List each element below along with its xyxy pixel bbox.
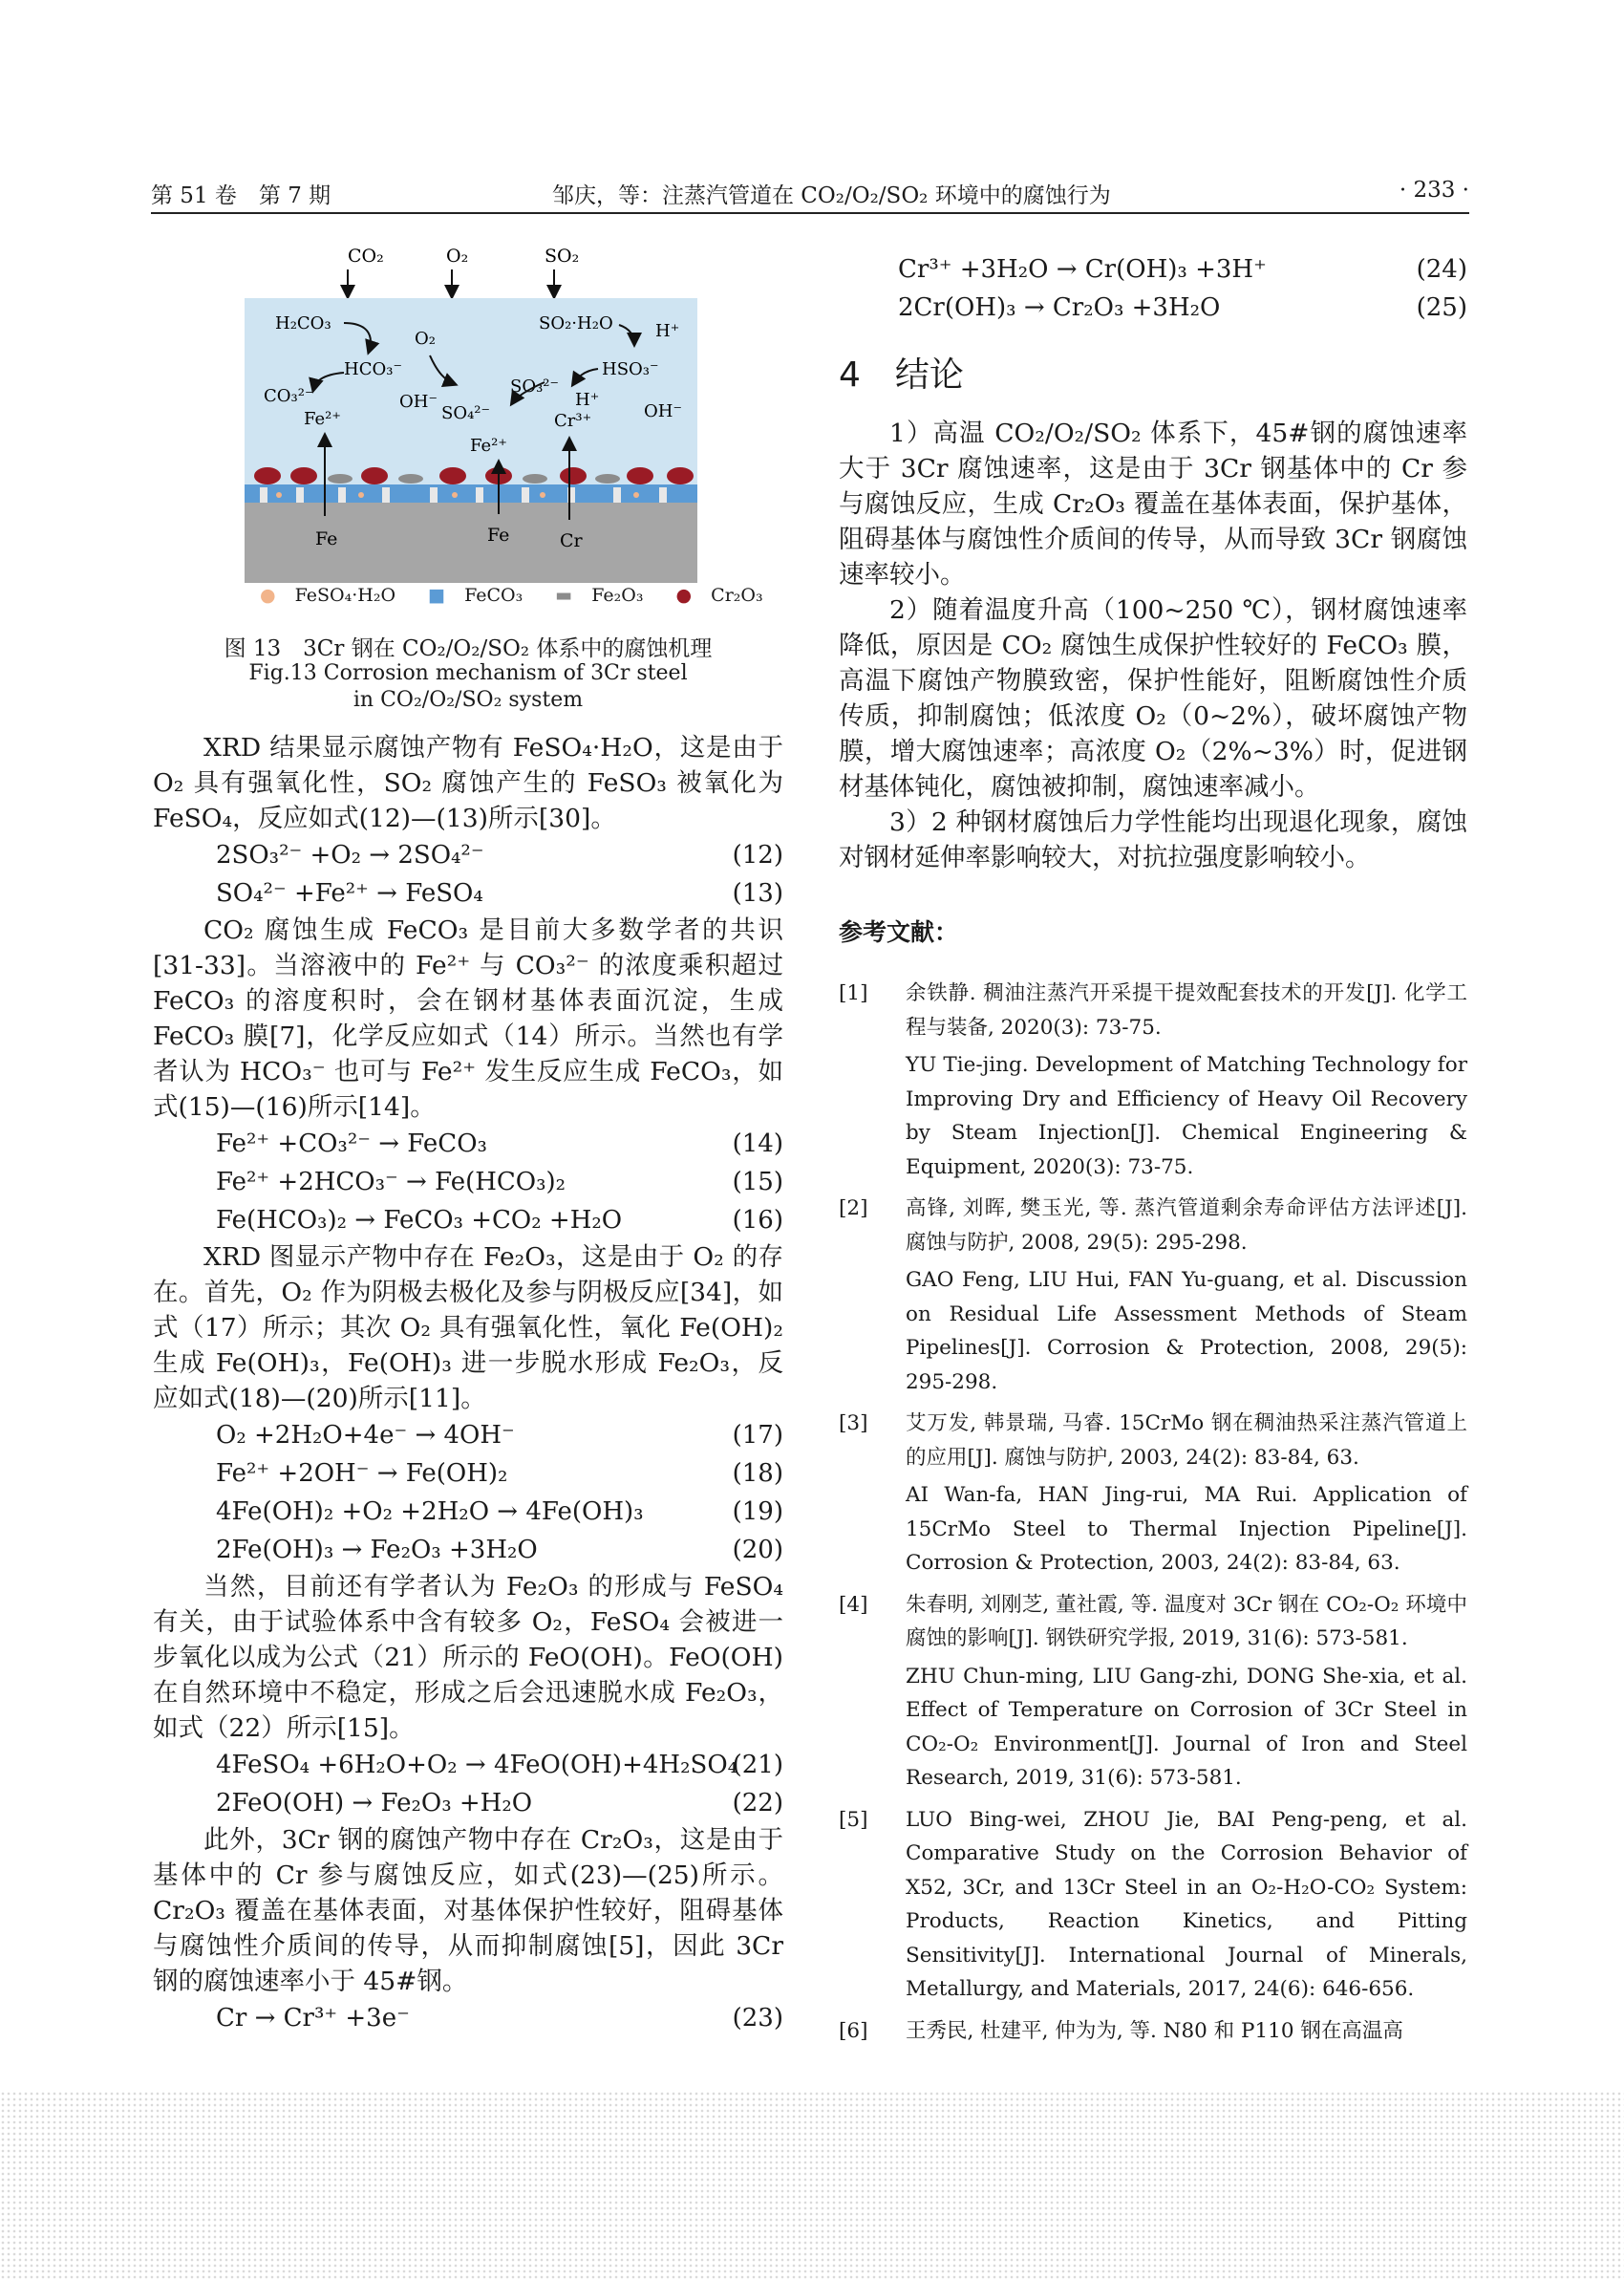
equation-20: 2Fe(OH)₃ → Fe₂O₃ +3H₂O (20) <box>216 1536 783 1564</box>
equation-15: Fe²⁺ +2HCO₃⁻ → Fe(HCO₃)₂ (15) <box>216 1168 783 1196</box>
fe-substrate-label-2: Fe <box>487 525 510 546</box>
paragraph-feso4: XRD 结果显示腐蚀产物有 FeSO₄·H₂O，这是由于 O₂ 具有强氧化性，SO₂ 腐蚀产生的 FeSO₃ 被氧化为 FeSO₄，反应如式(12)—(13)所示[30]。 <box>153 733 783 833</box>
o2-label: O₂ <box>415 329 436 349</box>
right-column <box>839 250 1467 2055</box>
page-number: · 233 · <box>1399 178 1469 203</box>
legend-cr2o3: ● Cr₂O₃ <box>675 585 763 606</box>
h-plus-label-1: H⁺ <box>655 321 680 341</box>
reference-item: [5] LUO Bing-wei, ZHOU Jie, BAI Peng-peng, et al. Comparative Study on the Corrosion Behavior of X52, 3Cr, and 13Cr Steel in an O₂-H₂O-CO₂ System: Products, Reaction Kinetics, and Pitting Sensitivity[J]. International Journal of Minerals, Metallurgy, and Materials, 2017, 24(6): 646-656. <box>839 1807 1467 2001</box>
hso3-label: HSO₃⁻ <box>602 359 659 379</box>
hco3-label: HCO₃⁻ <box>344 359 402 379</box>
oh-label-2: OH⁻ <box>644 401 682 421</box>
left-column <box>153 229 783 2037</box>
conclusion-2: 2）随着温度升高（100~250 ℃），钢材腐蚀速率降低，原因是 CO₂ 腐蚀生成保护性较好的 FeCO₃ 膜，高温下腐蚀产物膜致密，保护性能好，阻断腐蚀性介质传质，抑制腐蚀；低浓度 O₂（0~2%），破坏腐蚀产物膜，增大腐蚀速率；高浓度 O₂（2%~3%）时，促进钢材基体钝化，腐蚀被抑制，腐蚀速率减小。 <box>839 595 1467 802</box>
figure-caption-cn: 图 13 3Cr 钢在 CO₂/O₂/SO₂ 体系中的腐蚀机理 <box>224 636 713 661</box>
so3-label: SO₃²⁻ <box>510 376 560 397</box>
reference-item: [2] 高锋, 刘晖, 樊玉光, 等. 蒸汽管道剩余寿命评估方法评述[J]. 腐蚀与防护, 2008, 29(5): 295-298. GAO Feng, LIU Hui, FAN Yu-guang, et al. Discussion on Residual Life Assessment Methods of Steam Pipelines[J]. Corrosion & Protection, 2008, 29(5): 295-298. <box>839 1196 1467 1394</box>
reference-item: [3] 艾万发, 韩景瑞, 马睿. 15CrMo 钢在稠油热采注蒸汽管道上的应用[J]. 腐蚀与防护, 2003, 24(2): 83-84, 63. AI Wan-fa, HAN Jing-rui, MA Rui. Application of 15CrMo Steel to Thermal Injection Pipeline[J]. Corrosion & Protection, 2003, 24(2): 83-84, 63. <box>839 1411 1467 1575</box>
equation-17: O₂ +2H₂O+4e⁻ → 4OH⁻ (17) <box>216 1421 783 1450</box>
equation-16: Fe(HCO₃)₂ → FeCO₃ +CO₂ +H₂O (16) <box>216 1206 783 1235</box>
paragraph-feco3: CO₂ 腐蚀生成 FeCO₃ 是目前大多数学者的共识[31-33]。当溶液中的 Fe²⁺ 与 CO₃²⁻ 的浓度乘积超过 FeCO₃ 的溶度积时，会在钢材基体表面沉淀，生成 FeCO₃ 膜[7]，化学反应如式（14）所示。当然也有学者认为 HCO₃⁻ 也可与 Fe²⁺ 发生反应生成 FeCO₃，如式(15)—(16)所示[14]。 <box>153 915 783 1122</box>
equation-23: Cr → Cr³⁺ +3e⁻ (23) <box>216 2004 783 2033</box>
co3-label: CO₃²⁻ <box>264 386 314 406</box>
feco3-layer <box>245 484 697 503</box>
figure-caption-en-2: in CO₂/O₂/SO₂ system <box>353 688 584 712</box>
section-heading-conclusion: 4 结论 <box>839 355 964 395</box>
paragraph-cr2o3: 此外，3Cr 钢的腐蚀产物中存在 Cr₂O₃，这是由于基体中的 Cr 参与腐蚀反应，如式(23)—(25)所示。Cr₂O₃ 覆盖在基体表面，对基体保护性较好，阻碍基体与腐蚀性介质间的传导，从而抑制腐蚀[5]，因此 3Cr 钢的腐蚀速率小于 45#钢。 <box>153 1825 783 1996</box>
conclusion-3: 3）2 种钢材腐蚀后力学性能均出现退化现象，腐蚀对钢材延伸率影响较大，对抗拉强度影响较小。 <box>839 807 1467 872</box>
equation-21: 4FeSO₄ +6H₂O+O₂ → 4FeO(OH)+4H₂SO₄ (21) <box>216 1751 783 1779</box>
legend-feso4: ● FeSO₄·H₂O <box>260 585 396 606</box>
legend-feco3: ■ FeCO₃ <box>428 585 524 606</box>
cr-substrate-label: Cr <box>560 530 583 551</box>
equation-18: Fe²⁺ +2OH⁻ → Fe(OH)₂ (18) <box>216 1459 783 1488</box>
so2h2o-label: SO₂·H₂O <box>539 313 613 333</box>
so4-label: SO₄²⁻ <box>441 403 491 423</box>
paragraph-fe2o3: XRD 图显示产物中存在 Fe₂O₃，这是由于 O₂ 的存在。首先，O₂ 作为阴极去极化及参与阴极反应[34]，如式（17）所示；其次 O₂ 具有强氧化性，氧化 Fe(OH)₂ 生成 Fe(OH)₃，Fe(OH)₃ 进一步脱水形成 Fe₂O₃，反应如式(18)—(20)所示[11]。 <box>153 1242 783 1413</box>
reference-item: [4] 朱春明, 刘刚芝, 董社霞, 等. 温度对 3Cr 钢在 CO₂-O₂ 环境中腐蚀的影响[J]. 钢铁研究学报, 2019, 31(6): 573-581. ZHU Chun-ming, LIU Gang-zhi, DONG She-xia, et al. Effect of Temperature on Corrosion of 3Cr Steel in CO₂-O₂ Environment[J]. Journal of Iron and Steel Research, 2019, 31(6): 573-581. <box>839 1592 1467 1790</box>
conclusion-1: 1）高温 CO₂/O₂/SO₂ 体系下，45#钢的腐蚀速率大于 3Cr 腐蚀速率，这是由于 3Cr 钢基体中的 Cr 参与腐蚀反应，生成 Cr₂O₃ 覆盖在基体表面，保护基体，阻碍基体与腐蚀性介质间的传导，从而导致 3Cr 钢腐蚀速率较小。 <box>839 419 1467 590</box>
equation-22: 2FeO(OH) → Fe₂O₃ +H₂O (22) <box>216 1789 783 1818</box>
reference-item: [6] 王秀民, 杜建平, 仲为为, 等. N80 和 P110 钢在高温高 <box>839 2018 1403 2043</box>
equation-12: 2SO₃²⁻ +O₂ → 2SO₄²⁻ (12) <box>216 841 783 870</box>
equation-14: Fe²⁺ +CO₃²⁻ → FeCO₃ (14) <box>216 1129 783 1158</box>
figure-legend <box>260 585 790 606</box>
fe-substrate-label-1: Fe <box>315 528 338 549</box>
so2-label: SO₂ <box>545 246 580 267</box>
cr3-label: Cr³⁺ <box>554 411 592 431</box>
figure-13 <box>153 229 783 712</box>
equation-13: SO₄²⁻ +Fe²⁺ → FeSO₄ (13) <box>216 879 783 908</box>
scan-noise-band <box>0 2091 1624 2280</box>
legend-fe2o3: ▬ Fe₂O₃ <box>555 585 644 606</box>
h-plus-label-2: H⁺ <box>575 390 600 410</box>
article-running-title: 邹庆，等：注蒸汽管道在 CO₂/O₂/SO₂ 环境中的腐蚀行为 <box>552 183 1111 208</box>
fe2-label-2: Fe²⁺ <box>470 436 507 456</box>
oh-label-1: OH⁻ <box>399 392 438 412</box>
corrosion-mechanism-diagram <box>153 229 783 583</box>
equation-19: 4Fe(OH)₂ +O₂ +2H₂O → 4Fe(OH)₃ (19) <box>216 1497 783 1526</box>
volume-issue: 第 51 卷 第 7 期 <box>151 183 331 208</box>
fe2-label-1: Fe²⁺ <box>304 409 341 429</box>
figure-caption-en-1: Fig.13 Corrosion mechanism of 3Cr steel <box>248 661 688 685</box>
equation-25: 2Cr(OH)₃ → Cr₂O₃ +3H₂O (25) <box>898 293 1467 322</box>
h2co3-label: H₂CO₃ <box>275 313 331 333</box>
running-header <box>151 174 1469 214</box>
o2-top-label: O₂ <box>446 246 469 267</box>
steel-substrate <box>245 503 697 583</box>
paragraph-feooh: 当然，目前还有学者认为 Fe₂O₃ 的形成与 FeSO₄ 有关，由于试验体系中含有较多 O₂，FeSO₄ 会被进一步氧化以成为公式（21）所示的 FeO(OH)。FeO(OH) 在自然环境中不稳定，形成之后会迅速脱水成 Fe₂O₃，如式（22）所示[15]。 <box>153 1572 783 1743</box>
references-heading: 参考文献： <box>839 918 959 946</box>
equation-24: Cr³⁺ +3H₂O → Cr(OH)₃ +3H⁺ (24) <box>898 255 1467 284</box>
co2-label: CO₂ <box>348 246 384 267</box>
reference-item: [1] 余铁静. 稠油注蒸汽开采提干提效配套技术的开发[J]. 化学工程与装备, 2020(3): 73-75. YU Tie-jing. Development of Matching Technology for Improving Dry and Efficiency of Heavy Oil Recovery by Steam Injection[J]. Chemical Engineering & Equipment, 2020(3): 73-75. <box>839 981 1467 1179</box>
